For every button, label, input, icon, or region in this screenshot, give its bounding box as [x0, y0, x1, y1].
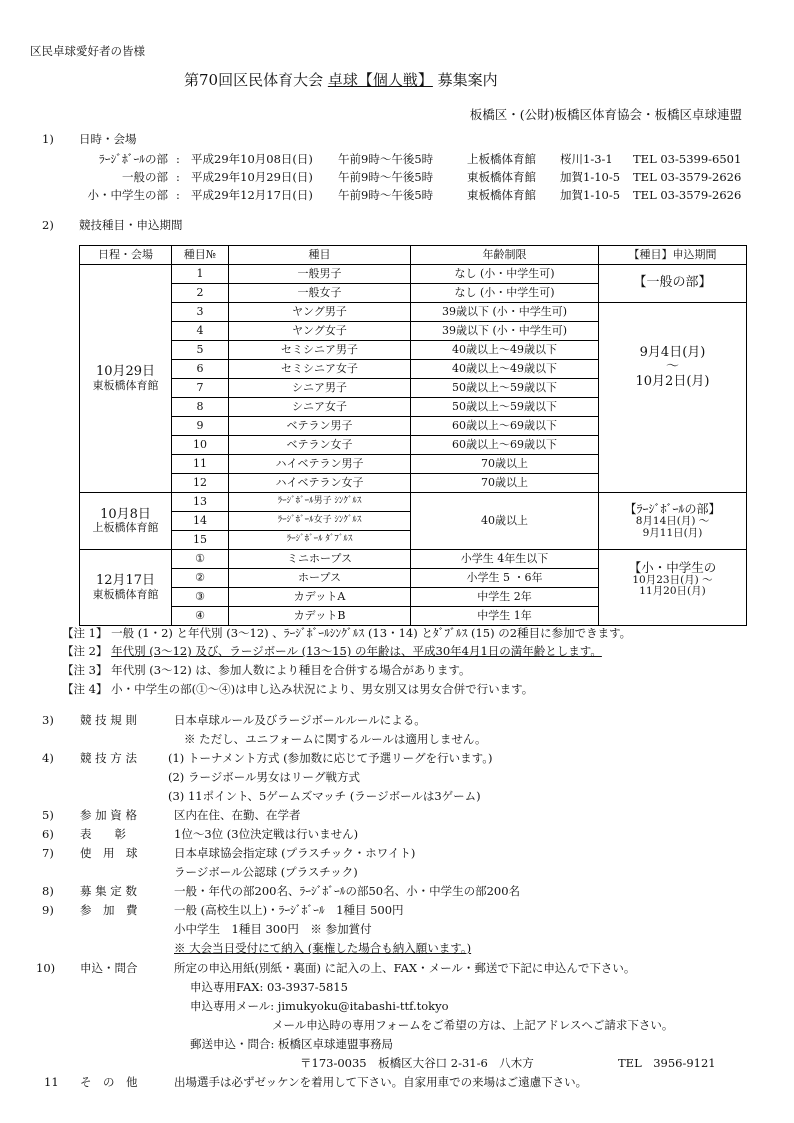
item-line: 日本卓球ルール及びラージボールルールによる。: [174, 713, 426, 727]
period-start: 10月23日(月) ～: [632, 573, 713, 586]
event-name: ミニホープス: [229, 550, 411, 569]
item-line: 出場選手は必ずゼッケンを着用して下さい。自家用車での来場はご遠慮下さい。: [174, 1075, 588, 1089]
item-number: 10): [36, 961, 56, 975]
item-line: ※ 大会当日受付にて納入 (棄権した場合も納入願います。): [174, 941, 472, 955]
event-name: シニア女子: [229, 398, 411, 417]
event-no: 6: [172, 360, 229, 379]
event-name: 一般女子: [229, 284, 411, 303]
section1-heading: 日時・会場: [79, 132, 137, 146]
page-title: [184, 71, 498, 89]
period-end: 9月11日(月): [642, 526, 703, 539]
event-name: 一般男子: [229, 265, 411, 284]
schedule-time: 午前9時～午後5時: [338, 170, 434, 184]
item-line: 小中学生 1種目 300円 ※ 参加賞付: [174, 922, 372, 936]
event-name: セミシニア男子: [229, 341, 411, 360]
item-number: 3): [42, 713, 54, 727]
event-age: 40歳以上: [411, 493, 599, 550]
period-cell: [599, 493, 747, 550]
event-no: ①: [172, 550, 229, 569]
item-number: 8): [42, 884, 54, 898]
item-line: (3) 11ポイント、5ゲームズマッチ (ラージボールは3ゲーム): [168, 789, 481, 803]
item-number: 5): [42, 808, 54, 822]
item-line: 1位～3位 (3位決定戦は行いません): [174, 827, 359, 841]
event-age: 70歳以上: [411, 474, 599, 493]
schedule-colon: :: [176, 152, 180, 166]
table-row: [80, 493, 747, 512]
schedule-colon: :: [176, 170, 180, 184]
schedule-address: 桜川1-3-1: [560, 152, 613, 166]
schedule-tel: TEL 03-5399-6501: [633, 152, 742, 166]
note-3: [62, 664, 470, 678]
event-no: 9: [172, 417, 229, 436]
event-age: 70歳以上: [411, 455, 599, 474]
schedule-venue: 上板橋体育館: [467, 152, 536, 166]
note-text: 年代別 (3～12) は、参加人数により種目を合併する場合があります。: [111, 663, 471, 677]
item-number: 6): [42, 827, 54, 841]
period-cell: [599, 550, 747, 626]
event-age: 39歳以下 (小・中学生可): [411, 303, 599, 322]
table-row: [80, 265, 747, 284]
period-start: 9月4日(月): [639, 345, 706, 361]
table-header-cell: 種目: [229, 246, 411, 265]
event-name: カデットA: [229, 588, 411, 607]
contact-mail: 申込専用メール: jimukyoku@itabashi-ttf.tokyo: [190, 999, 449, 1013]
table-header-cell: 種目№: [172, 246, 229, 265]
item-line: 区内在住、在勤、在学者: [174, 808, 301, 822]
event-age: 39歳以下 (小・中学生可): [411, 322, 599, 341]
group-date-venue-cell: [80, 265, 172, 493]
table-row: [80, 550, 747, 569]
table-header-cell: 日程・会場: [80, 246, 172, 265]
event-no: 7: [172, 379, 229, 398]
schedule-time: 午前9時～午後5時: [338, 188, 434, 202]
item-line: 一般 (高校生以上)・ﾗｰｼﾞﾎﾞｰﾙ 1種目 500円: [174, 903, 404, 917]
period-cell: [599, 303, 747, 493]
event-no: 8: [172, 398, 229, 417]
item-label: 募 集 定 数: [80, 884, 137, 898]
schedule-label: 小・中学生の部: [87, 188, 168, 202]
event-name: ﾗｰｼﾞﾎﾞｰﾙ ﾀﾞﾌﾞﾙｽ: [229, 531, 411, 550]
item-line: 日本卓球協会指定球 (プラスチック・ホワイト): [174, 846, 416, 860]
schedule-label: 一般の部: [122, 170, 168, 184]
event-name: ベテラン男子: [229, 417, 411, 436]
schedule-date: 平成29年12月17日(日): [191, 188, 313, 202]
item-label: 参 加 費: [80, 903, 138, 917]
section1-number: 1): [42, 132, 54, 146]
section2-number: 2): [42, 218, 54, 232]
table-row: [80, 303, 747, 322]
item-label: 競 技 方 法: [80, 751, 137, 765]
note-text: 一般 (1・2) と年代別 (3～12) 、ﾗｰｼﾞﾎﾞｰﾙｼﾝｸﾞﾙｽ (13・14) とﾀﾞﾌﾞﾙｽ (15) の2種目に参加できます。: [111, 626, 632, 640]
period-head-cell: [599, 265, 747, 303]
contact-address: 〒173-0035 板橋区大谷口 2-31-6 八木方: [300, 1056, 534, 1070]
period-tilde: ～: [665, 359, 679, 375]
item-line: (2) ラージボール男女はリーグ戦方式: [168, 770, 360, 784]
event-name: ﾗｰｼﾞﾎﾞｰﾙ男子 ｼﾝｸﾞﾙｽ: [229, 493, 411, 512]
event-no: ③: [172, 588, 229, 607]
group-date-venue-cell: [80, 550, 172, 626]
event-name: ヤング女子: [229, 322, 411, 341]
event-age: 小学生 5 ・6年: [411, 569, 599, 588]
group-venue: 東板橋体育館: [92, 587, 159, 601]
item-label: 表 彰: [80, 827, 126, 841]
event-age: 小学生 4年生以下: [411, 550, 599, 569]
event-age: 中学生 2年: [411, 588, 599, 607]
item-number: 7): [42, 846, 54, 860]
note-tag: 【注 1】: [62, 626, 108, 640]
event-no: 1: [172, 265, 229, 284]
event-age: なし (小・中学生可): [411, 265, 599, 284]
item-label: そ の 他: [80, 1075, 138, 1089]
title-prefix: 第70回区民体育大会: [184, 71, 328, 89]
event-no: 10: [172, 436, 229, 455]
contact-mail-note: メール申込時の専用フォームをご希望の方は、上記アドレスへご請求下さい。: [272, 1018, 674, 1032]
event-name: ヤング男子: [229, 303, 411, 322]
event-name: ベテラン女子: [229, 436, 411, 455]
item-label: 参 加 資 格: [80, 808, 137, 822]
schedule-date: 平成29年10月08日(日): [191, 152, 313, 166]
item-line: 一般・年代の部200名、ﾗｰｼﾞﾎﾞｰﾙの部50名、小・中学生の部200名: [174, 884, 521, 898]
note-tag: 【注 4】: [62, 682, 108, 696]
group-date: 10月8日: [100, 506, 151, 522]
contact-fax: 申込専用FAX: 03-3937-5815: [190, 980, 348, 994]
schedule-time: 午前9時～午後5時: [338, 152, 434, 166]
period-head: 【一般の部】: [633, 275, 712, 291]
table-header-cell: 【種目】申込期間: [599, 246, 747, 265]
schedule-venue: 東板橋体育館: [467, 170, 536, 184]
event-name: カデットB: [229, 607, 411, 626]
schedule-venue: 東板橋体育館: [467, 188, 536, 202]
group-venue: 東板橋体育館: [92, 378, 159, 392]
events-table: [79, 245, 747, 626]
event-age: 40歳以上～49歳以下: [411, 360, 599, 379]
event-no: 5: [172, 341, 229, 360]
event-no: 14: [172, 512, 229, 531]
item-line: ラージボール公認球 (プラスチック): [174, 865, 358, 879]
note-tag: 【注 3】: [62, 663, 108, 677]
event-age: 60歳以上～69歳以下: [411, 417, 599, 436]
event-no: ②: [172, 569, 229, 588]
item-label: 競 技 規 則: [80, 713, 137, 727]
event-name: セミシニア女子: [229, 360, 411, 379]
table-header-row: [80, 246, 747, 265]
item-number: 9): [42, 903, 54, 917]
title-suffix: 募集案内: [432, 71, 498, 89]
note-4: [62, 683, 533, 697]
event-name: ﾗｰｼﾞﾎﾞｰﾙ女子 ｼﾝｸﾞﾙｽ: [229, 512, 411, 531]
group-date: 10月29日: [95, 364, 156, 380]
schedule-tel: TEL 03-3579-2626: [633, 188, 742, 202]
item-line: ※ ただし、ユニフォームに関するルールは適用しません。: [184, 732, 487, 746]
period-end: 10月2日(月): [635, 373, 710, 389]
note-tag: 【注 2】: [62, 644, 108, 658]
event-age: なし (小・中学生可): [411, 284, 599, 303]
event-age: 50歳以上～59歳以下: [411, 379, 599, 398]
event-age: 40歳以上～49歳以下: [411, 341, 599, 360]
period-end: 11月20日(月): [639, 585, 706, 598]
item-label: 使 用 球: [80, 846, 138, 860]
note-text: 年代別 (3～12) 及び、ラージボール (13～15) の年齢は、平成30年4月1日の満年齢とします。: [111, 644, 602, 658]
event-name: ハイベテラン男子: [229, 455, 411, 474]
contact-post: 郵送申込・問合: 板橋区卓球連盟事務局: [190, 1037, 394, 1051]
schedule-date: 平成29年10月29日(日): [191, 170, 313, 184]
event-name: ホープス: [229, 569, 411, 588]
event-no: 15: [172, 531, 229, 550]
item-number: 4): [42, 751, 54, 765]
item-label: 申込・問合: [80, 961, 138, 975]
schedule-colon: :: [176, 188, 180, 202]
event-no: 12: [172, 474, 229, 493]
period-head: 【ﾗｰｼﾞﾎﾞｰﾙの部】: [624, 501, 721, 516]
note-2: [62, 645, 602, 659]
note-1: [62, 627, 631, 641]
event-no: ④: [172, 607, 229, 626]
group-date: 12月17日: [95, 573, 156, 589]
event-name: シニア男子: [229, 379, 411, 398]
schedule-tel: TEL 03-3579-2626: [633, 170, 742, 184]
period-head: 【小・中学生の: [628, 560, 717, 576]
event-no: 2: [172, 284, 229, 303]
event-age: 中学生 1年: [411, 607, 599, 626]
event-no: 13: [172, 493, 229, 512]
period-start: 8月14日(月) ～: [635, 515, 710, 528]
event-no: 4: [172, 322, 229, 341]
organizer: 板橋区・(公財)板橋区体育協会・板橋区卓球連盟: [469, 107, 742, 122]
schedule-address: 加賀1-10-5: [560, 188, 621, 202]
schedule-label: ﾗｰｼﾞﾎﾞｰﾙの部: [99, 152, 168, 166]
group-date-venue-cell: [80, 493, 172, 550]
table-header-cell: 年齢制限: [411, 246, 599, 265]
section2-heading: 競技種目・申込期間: [79, 218, 183, 232]
event-age: 50歳以上～59歳以下: [411, 398, 599, 417]
event-name: ハイベテラン女子: [229, 474, 411, 493]
note-text: 小・中学生の部(①～④)は申し込み状況により、男女別又は男女合併で行います。: [111, 682, 534, 696]
schedule-address: 加賀1-10-5: [560, 170, 621, 184]
event-no: 3: [172, 303, 229, 322]
contact-tel: TEL 3956-9121: [618, 1056, 716, 1070]
title-main: 卓球【個人戦】: [327, 71, 433, 89]
item-line: 所定の申込用紙(別紙・裏面) に記入の上、FAX・メール・郵送で下記に申込んで下さい。: [174, 961, 636, 975]
item-line: (1) トーナメント方式 (参加数に応じて予選リーグを行います。): [168, 751, 493, 765]
event-no: 11: [172, 455, 229, 474]
greeting: 区民卓球愛好者の皆様: [30, 44, 145, 58]
event-age: 60歳以上～69歳以下: [411, 436, 599, 455]
group-venue: 上板橋体育館: [92, 521, 159, 535]
item-number: 11: [44, 1075, 59, 1089]
